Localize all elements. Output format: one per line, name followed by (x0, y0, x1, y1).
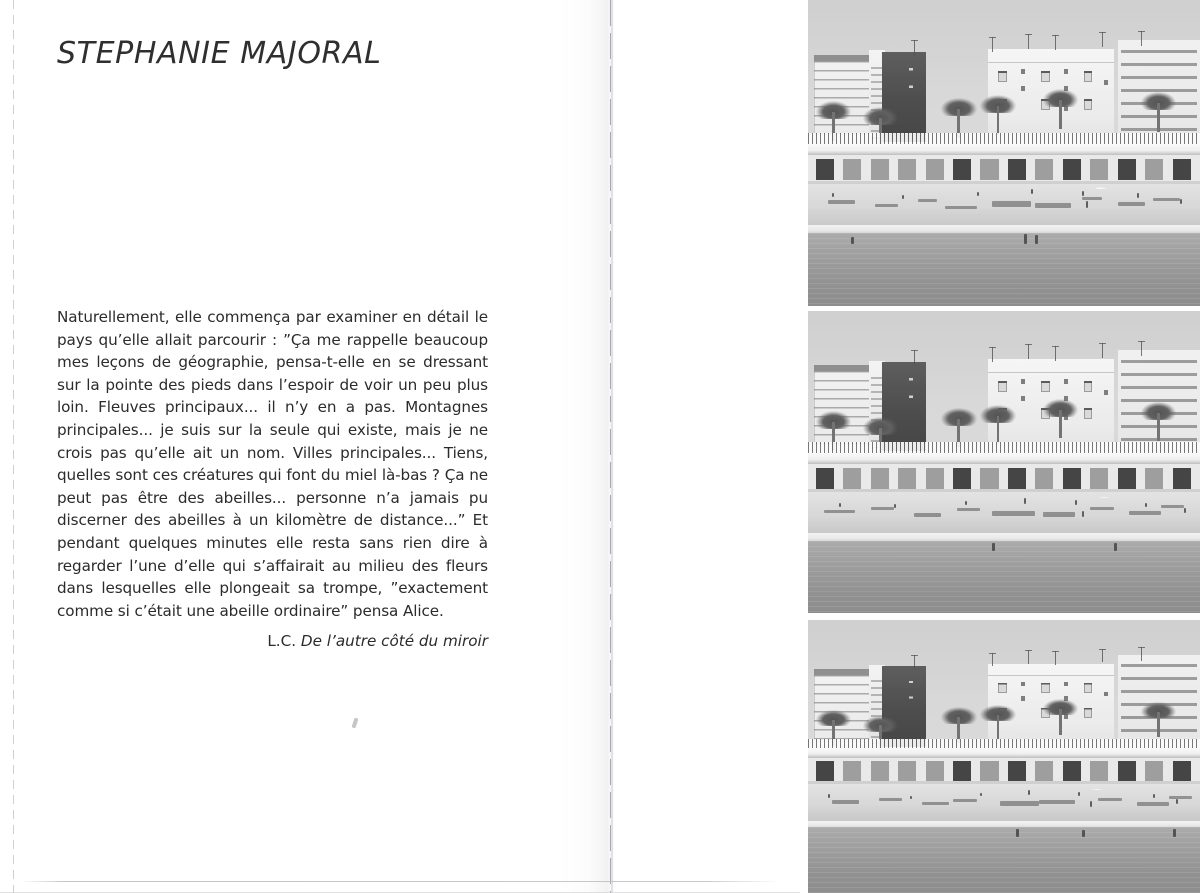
beach-arcade (808, 758, 1200, 784)
balcony (998, 71, 1007, 82)
gutter-shadow (556, 0, 614, 893)
window (1104, 80, 1108, 85)
window (1021, 86, 1025, 91)
sea (808, 233, 1200, 306)
antenna (914, 40, 915, 55)
sea (808, 827, 1200, 893)
beach-umbrella (1094, 187, 1107, 189)
window (1021, 396, 1025, 401)
roofline (988, 62, 1113, 63)
attribution-work-title: De l’autre côté du miroir (300, 632, 488, 651)
left-scan-edge (13, 0, 14, 893)
antenna (914, 350, 915, 365)
balcony (1084, 381, 1093, 392)
antenna (992, 37, 993, 52)
balcony (998, 683, 1007, 693)
palm-tree (1141, 702, 1176, 737)
window (1021, 682, 1025, 687)
antenna (1055, 35, 1056, 50)
palm-tree (1043, 399, 1078, 438)
bottom-scan-edge (20, 881, 780, 882)
window (1021, 696, 1025, 701)
promenade-deck (808, 453, 1200, 464)
body-text-block (57, 306, 488, 653)
window (1021, 379, 1025, 384)
roofline (988, 372, 1113, 373)
page-title: STEPHANIE MAJORAL (57, 36, 382, 71)
antenna (1028, 34, 1029, 49)
beach-arcade (808, 464, 1200, 493)
window (1104, 390, 1108, 395)
beach-umbrella (1098, 497, 1111, 499)
antenna (1141, 31, 1142, 46)
center-fold-line (610, 0, 611, 893)
sea (808, 541, 1200, 613)
palm-tree (1141, 92, 1176, 132)
scan-speck (352, 718, 359, 729)
balcony (1084, 71, 1093, 82)
antenna (1102, 32, 1103, 47)
antenna (1055, 346, 1056, 361)
antenna (1141, 647, 1142, 661)
photo-series (808, 0, 1200, 893)
beach-arcade (808, 155, 1200, 184)
palm-tree (980, 705, 1015, 740)
window (1021, 69, 1025, 74)
palm-tree (1043, 699, 1078, 734)
balcony (1084, 408, 1093, 419)
beach-sand (808, 492, 1200, 536)
beach-sand (808, 184, 1200, 228)
antenna (1102, 649, 1103, 663)
beach-photo-2 (808, 311, 1200, 613)
window (1064, 69, 1068, 74)
palm-tree (980, 95, 1015, 135)
balcony (1084, 708, 1093, 718)
window (1104, 692, 1108, 697)
quotation-paragraph: Naturellement, elle commença par examiner en détail le pays qu’elle allait parcourir : ”Ça me rappelle beaucoup mes leçons de géographie, pensa-t-elle en se dressant sur la pointe des pieds dans l’espoir de voir un peu plus loin. Fleuves principaux... il n’y en a pas. Montagnes principales... je suis sur la seule qui existe, mais je ne crois pas qu’elle ait un nom. Villes principales... Tiens, quelles sont ces créatures qui font du miel là-bas ? Ça ne peut pas être des abeilles... personne n’a jamais pu discerner des abeilles à un kilomètre de distance...” Et pendant quelques minutes elle resta sans rien dire à regarder l’une d’elle qui s’affairait au milieu des fleurs dans lesquelles elle plongeait sa trompe, ”exactement comme si c’était une abeille ordinaire” pensa Alice. (57, 308, 488, 620)
balcony (1041, 381, 1050, 392)
palm-tree (1141, 402, 1176, 441)
beach-umbrella (1090, 789, 1103, 791)
palm-tree (941, 707, 976, 742)
antenna (992, 653, 993, 667)
promenade-deck (808, 748, 1200, 758)
antenna (1028, 344, 1029, 359)
window (1064, 682, 1068, 687)
balcony (1041, 683, 1050, 693)
balcony (1084, 99, 1093, 110)
balcony (998, 381, 1007, 392)
balcony (1084, 683, 1093, 693)
antenna (1055, 651, 1056, 665)
attribution (57, 630, 488, 653)
beach-sand (808, 784, 1200, 824)
antenna (1102, 343, 1103, 358)
antenna (914, 655, 915, 669)
beach-photo-3 (808, 620, 1200, 893)
antenna (1141, 341, 1142, 356)
antenna (1028, 650, 1029, 664)
promenade-deck (808, 144, 1200, 155)
attribution-initials: L.C. (267, 632, 297, 651)
fold-line-soft (611, 0, 613, 893)
palm-tree (941, 98, 976, 138)
balcony (1041, 71, 1050, 82)
palm-tree (980, 405, 1015, 444)
antenna (992, 347, 993, 362)
palm-tree (941, 408, 976, 447)
beach-photo-1 (808, 0, 1200, 306)
roofline (988, 675, 1113, 676)
palm-tree (1043, 89, 1078, 129)
window (1064, 379, 1068, 384)
